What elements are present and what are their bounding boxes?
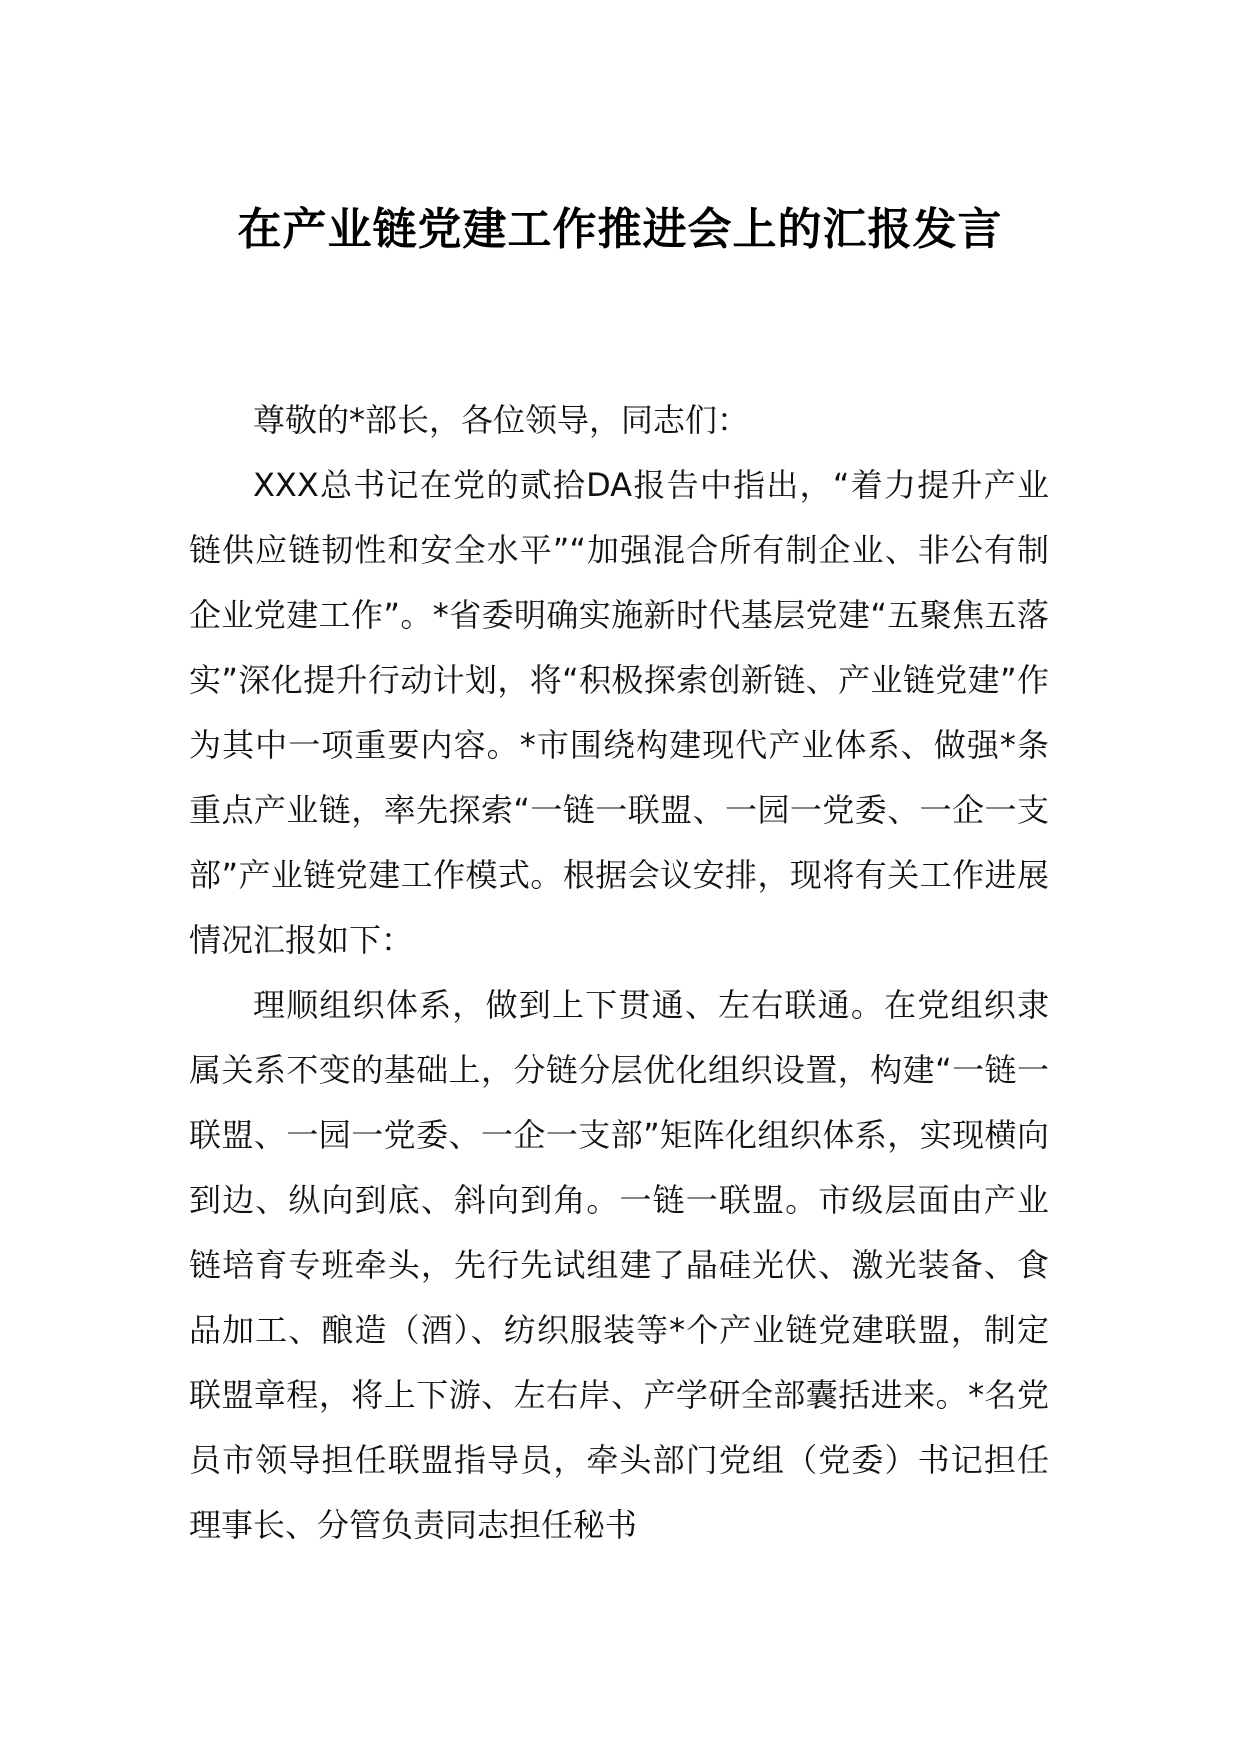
body-paragraph-2: 理顺组织体系，做到上下贯通、左右联通。在党组织隶属关系不变的基础上，分链分层优化组织设置，构建“一链一联盟、一园一党委、一企一支部”矩阵化组织体系，实现横向到边、纵向到底、斜向到角。一链一联盟。市级层面由产业链培育专班牵头，先行先试组建了晶硅光伏、激光装备、食品加工、酿造（酒）、纺织服装等*个产业链党建联盟，制定联盟章程，将上下游、左右岸、产学研全部囊括进来。*名党员市领导担任联盟指导员，牵头部门党组（党委）书记担任理事长、分管负责同志担任秘书 [189, 986, 1049, 1544]
body-paragraph-1: XXX总书记在党的贰拾DA报告中指出，“着力提升产业链供应链韧性和安全水平”“加强混合所有制企业、非公有制企业党建工作”。*省委明确实施新时代基层党建“五聚焦五落实”深化提升行动计划，将“积极探索创新链、产业链党建”作为其中一项重要内容。*市围绕构建现代产业体系、做强*条重点产业链，率先探索“一链一联盟、一园一党委、一企一支部”产业链党建工作模式。根据会议安排，现将有关工作进展情况汇报如下： [189, 466, 1049, 959]
document-body [189, 388, 1049, 1558]
salutation-paragraph: 尊敬的*部长，各位领导，同志们： [253, 401, 750, 439]
document-title: 在产业链党建工作推进会上的汇报发言 [237, 204, 1003, 255]
